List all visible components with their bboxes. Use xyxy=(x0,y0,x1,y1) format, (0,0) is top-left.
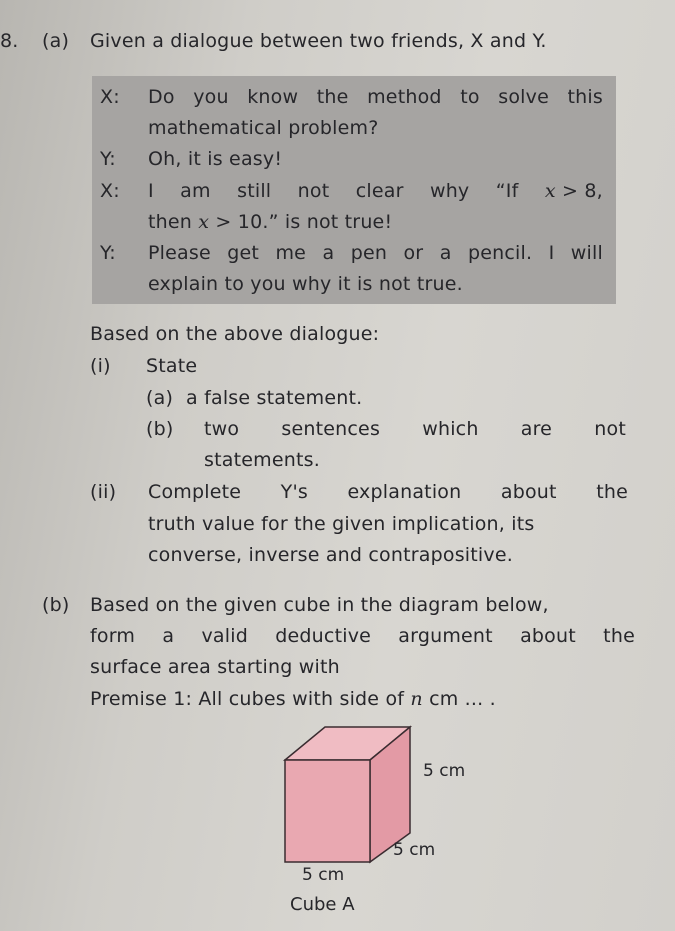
sub-i-text: State xyxy=(146,355,198,377)
cube-width-label: 5 cm xyxy=(302,865,345,885)
dialogue-line: I am still not clear why “If x > 8, xyxy=(148,180,603,202)
dialogue-line-continued: mathematical problem? xyxy=(148,117,379,139)
dialogue-speaker-x-2: X: xyxy=(100,180,120,202)
sub-i-a-label: (a) xyxy=(146,387,174,409)
dialogue-speaker-y-2: Y: xyxy=(100,242,116,264)
sub-ii-label: (ii) xyxy=(90,481,117,503)
part-a-label: (a) xyxy=(42,30,70,52)
dialogue-speaker-x-1: X: xyxy=(100,86,120,108)
part-b-line1: Based on the given cube in the diagram below, xyxy=(90,594,549,616)
cube-depth-label: 5 cm xyxy=(393,840,436,860)
part-b-premise: Premise 1: All cubes with side of n cm ... . xyxy=(90,688,496,710)
dialogue-line: Please get me a pen or a pencil. I will xyxy=(148,242,603,264)
dialogue-line: Oh, it is easy! xyxy=(148,148,283,170)
sub-ii-line2: truth value for the given implication, its xyxy=(148,513,535,535)
part-b-label: (b) xyxy=(42,594,70,616)
dialogue-line-continued: then x > 10.” is not true! xyxy=(148,211,393,233)
cube-caption: Cube A xyxy=(290,894,355,915)
based-on-heading: Based on the above dialogue: xyxy=(90,323,380,345)
dialogue-line-continued: explain to you why it is not true. xyxy=(148,273,463,295)
dialogue-line: Do you know the method to solve this xyxy=(148,86,603,108)
part-b-line3: surface area starting with xyxy=(90,656,340,678)
sub-i-label: (i) xyxy=(90,355,111,377)
part-a-intro: Given a dialogue between two friends, X and Y. xyxy=(90,30,547,52)
question-number: 8. xyxy=(0,30,19,52)
dialogue-speaker-y-1: Y: xyxy=(100,148,116,170)
sub-i-b-label: (b) xyxy=(146,418,174,440)
cube-height-label: 5 cm xyxy=(423,761,466,781)
sub-ii-line3: converse, inverse and contrapositive. xyxy=(148,544,513,566)
sub-i-b-line1: two sentences which are not xyxy=(204,418,626,440)
cube-front-face xyxy=(285,760,370,862)
sub-i-a-text: a false statement. xyxy=(186,387,363,409)
part-b-line2: form a valid deductive argument about the xyxy=(90,625,635,647)
sub-i-b-line2: statements. xyxy=(204,449,320,471)
sub-ii-line1: Complete Y's explanation about the xyxy=(148,481,628,503)
